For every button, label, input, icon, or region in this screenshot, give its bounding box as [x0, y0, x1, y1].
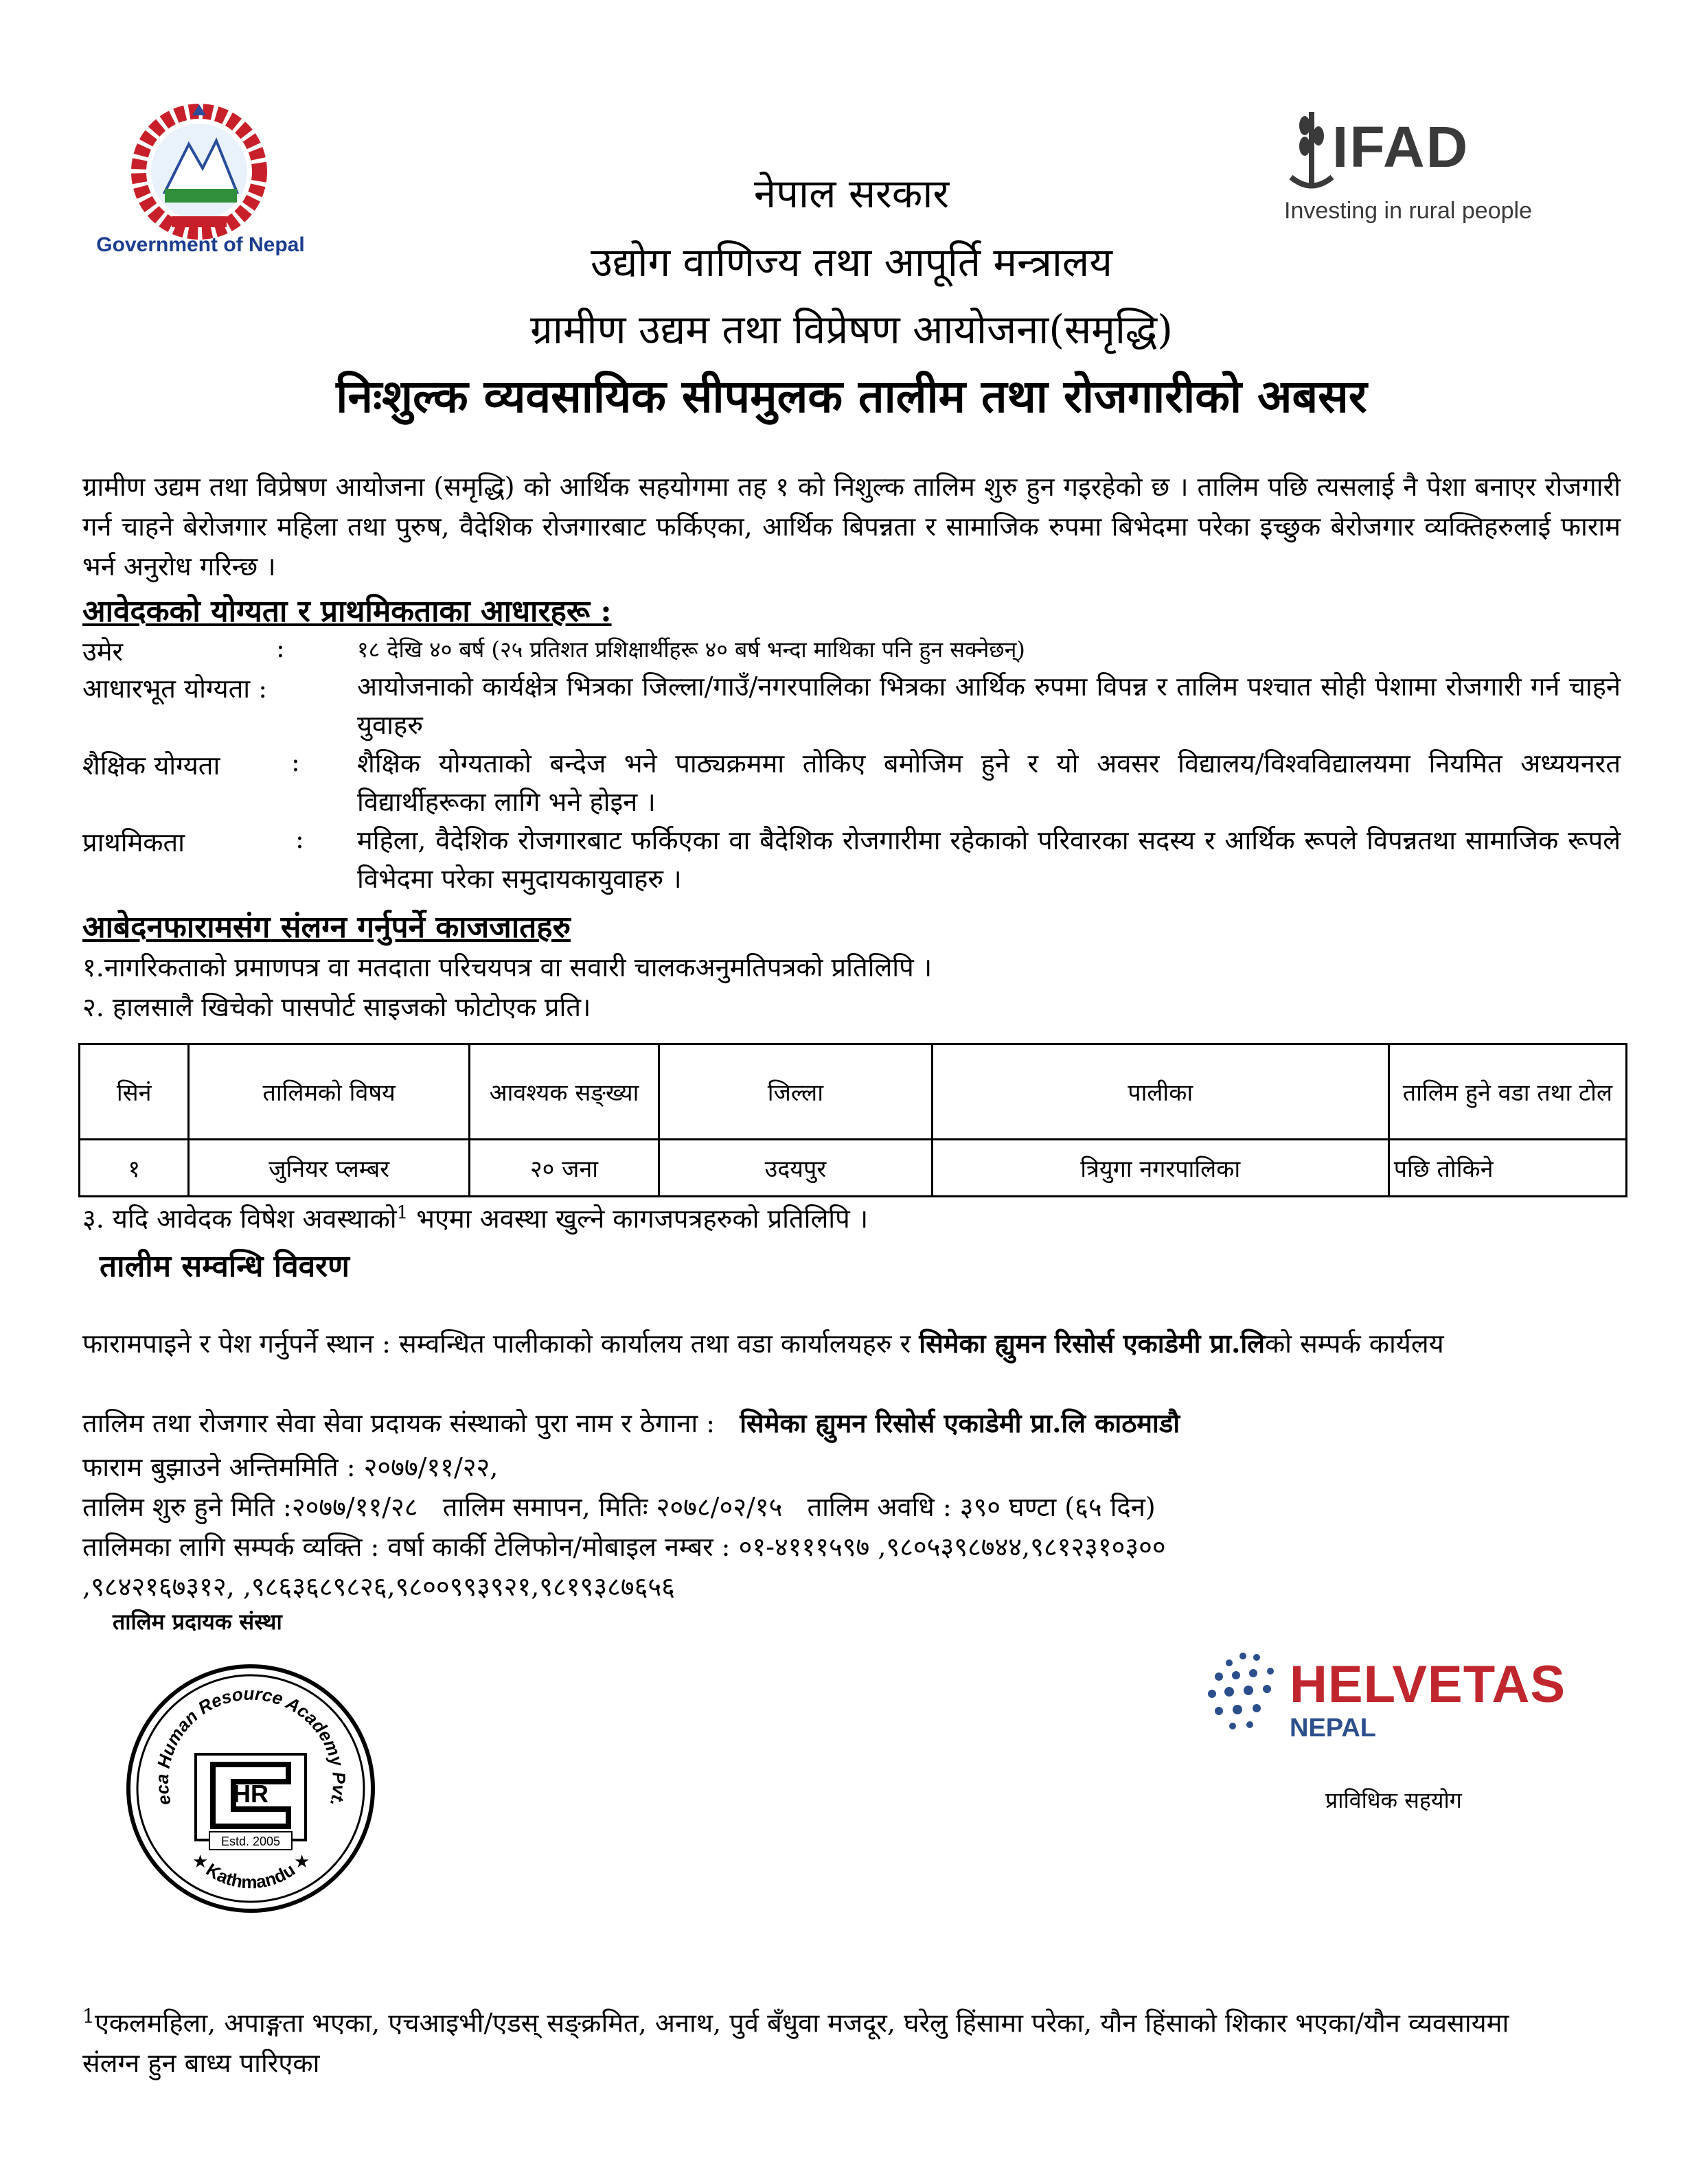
form-deadline: फाराम बुझाउने अन्तिममिति : २०७७/११/२२,	[82, 1452, 499, 1482]
contact-line-1: तालिमका लागि सम्पर्क व्यक्ति : वर्षा कार्की टेलिफोन/मोबाइल नम्बर : ०१-४१११५९७ ,९८०५३९८७४४,९८१२३१०३००	[82, 1532, 1166, 1562]
training-place	[82, 1324, 1621, 1364]
cemeca-city: Kathmandu	[202, 1859, 299, 1893]
training-place-suffix: को सम्पर्क कार्यलय	[1265, 1329, 1444, 1359]
footnote	[82, 1997, 1552, 2083]
table-cell: उदयपुर	[659, 1140, 933, 1197]
svg-text:★: ★	[294, 1852, 310, 1872]
eligibility-basic-label: आधारभूत योग्यता :	[82, 674, 268, 704]
documents-item-3-text: ३. यदि आवेदक विषेश अवस्थाको	[82, 1204, 397, 1234]
training-place-org: सिमेका ह्युमन रिसोर्स एकाडेमी प्रा.लि	[919, 1328, 1265, 1359]
documents-item-2: २. हालसालै खिचेको पासपोर्ट साइजको फोटोएक प्रति।	[82, 992, 591, 1022]
training-dates: तालिम शुरु हुने मिति :२०७७/११/२८ तालिम समापन, मितिः २०७८/०२/१५ तालिम अवधि : ३९० घण्टा (६५ दिन)	[82, 1492, 1156, 1522]
eligibility-priority-value: महिला, वैदेशिक रोजगारबाट फर्किएका वा बैदेशिक रोजगारीमा रहेकाको परिवारका सदस्य र आर्थिक रूपले विपन्नतथा सामाजिक रूपले विभेदमा परेका समुदायकायुवाहरु ।	[357, 825, 1621, 894]
cemeca-initials: HR	[233, 1780, 268, 1808]
ministry-title: उद्योग वाणिज्य तथा आपूर्ति मन्त्रालय	[591, 239, 1112, 286]
cemeca-seal-icon	[124, 1662, 378, 1916]
government-title: नेपाल सरकार	[753, 170, 950, 217]
table-cell: पछि तोकिने	[1388, 1140, 1626, 1197]
eligibility-priority-colon: :	[295, 824, 304, 854]
training-organization-name: सिमेका ह्युमन रिसोर्स एकाडेमी प्रा.लि काठमाडौ	[740, 1407, 1180, 1438]
table-header-row	[80, 1044, 1627, 1140]
documents-item-3-suffix: भएमा अवस्था खुल्ने कागजपत्रहरुको प्रतिलिपि ।	[416, 1204, 869, 1234]
helvetas-name: HELVETAS	[1290, 1655, 1566, 1714]
table-header-cell: तालिम हुने वडा तथा टोल	[1388, 1044, 1626, 1140]
training-table	[78, 1043, 1627, 1197]
cemeca-seal	[124, 1662, 378, 1916]
table-cell: १	[80, 1140, 189, 1197]
intro-paragraph: ग्रामीण उद्यम तथा विप्रेषण आयोजना (समृद्धि) को आर्थिक सहयोगमा तह १ को निशुल्क तालिम शुरु हुन गइरहेको छ । तालिम पछि त्यसलाई नै पेशा बनाएर रोजगारी गर्न चाहने बेरोजगार महिला तथा पुरुष, वैदेशिक रोजगारबाट फर्किएका, आर्थिक बिपन्नता र सामाजिक रुपमा बिभेदमा परेका इच्छुक बेरोजगार व्यक्तिहरुलाई फाराम भर्न अनुरोध गरिन्छ ।	[82, 472, 1621, 582]
table-header-cell: तालिमको विषय	[189, 1044, 469, 1140]
documents-item-1: १.नागरिकताको प्रमाणपत्र वा मतदाता परिचयपत्र वा सवारी चालकअनुमतिपत्रको प्रतिलिपि ।	[82, 952, 933, 982]
table-header-cell: सिनं	[80, 1044, 189, 1140]
footnote-number: 1	[82, 2005, 95, 2027]
training-organization	[82, 1403, 1621, 1443]
helvetas-logo	[1195, 1642, 1579, 1752]
training-heading: तालीम सम्वन्धि विवरण	[100, 1249, 350, 1284]
helvetas-country: NEPAL	[1290, 1714, 1376, 1743]
ifad-tagline: Investing in rural people	[1284, 198, 1533, 224]
training-place-text: फारामपाइने र पेश गर्नुपर्ने स्थान : सम्वन्धित पालीकाको कार्यालय तथा वडा कार्यालयहरु र	[82, 1329, 911, 1359]
eligibility-heading: आवेदकको योग्यता र प्राथमिकताका आधारहरू :	[82, 594, 612, 629]
technical-support-label: प्राविधिक सहयोग	[1325, 1787, 1462, 1813]
svg-text:Kathmandu	[203, 1859, 299, 1893]
table-header-cell: जिल्ला	[659, 1044, 933, 1140]
ifad-name: IFAD	[1332, 115, 1470, 179]
table-cell: त्रियुगा नगरपालिका	[932, 1140, 1388, 1197]
contact-line-2: ,९८४२१६७३१२, ,९८६३६८९८२६,९८००९९३९२१,९८१९३८७६५६	[82, 1572, 675, 1602]
eligibility-age-label: उमेर	[82, 636, 124, 667]
cemeca-established: Estd. 2005	[220, 1835, 281, 1848]
globe-icon	[1195, 1642, 1298, 1738]
documents-item-3	[82, 1200, 868, 1236]
training-organization-label: तालिम तथा रोजगार सेवा सेवा प्रदायक संस्थाको पुरा नाम र ठेगाना :	[82, 1408, 716, 1438]
project-title: ग्रामीण उद्यम तथा विप्रेषण आयोजना(समृद्धि)	[530, 306, 1173, 353]
eligibility-education-colon: :	[291, 747, 300, 777]
eligibility-age-colon: :	[276, 633, 285, 663]
table-header-cell: पालीका	[932, 1044, 1388, 1140]
svg-text:★: ★	[192, 1852, 209, 1872]
training-provider-label: तालिम प्रदायक संस्था	[113, 1609, 282, 1635]
notice-title: निःशुल्क व्यवसायिक सीपमुलक तालीम तथा रोजगारीको अबसर	[336, 369, 1367, 423]
footnote-text: एकलमहिला, अपाङ्गता भएका, एचआइभी/एडस् सङ्क्रमित, अनाथ, पुर्व बँधुवा मजदूर, घरेलु हिंसामा परेका, यौन हिंसाको शिकार भएका/यौन व्यवसायमा संलग्न हुन बाध्य पारिएका	[82, 2008, 1509, 2078]
eligibility-education-value: शैक्षिक योग्यताको बन्देज भने पाठ्यक्रममा तोकिए बमोजिम हुने र यो अवसर विद्यालय/विश्वविद्यालयमा नियमित अध्ययनरत विद्यार्थीहरूका लागि भने होइन ।	[357, 748, 1621, 817]
eligibility-education-label: शैक्षिक योग्यता	[82, 750, 220, 781]
table-header-cell: आवश्यक सङ्ख्या	[469, 1044, 659, 1140]
table-cell: जुनियर प्लम्बर	[189, 1140, 469, 1197]
eligibility-priority-label: प्राथमिकता	[82, 827, 185, 858]
table-cell: २० जना	[469, 1140, 659, 1197]
cemeca-ring-text: eca Human Resource Academy Pvt.	[151, 1683, 350, 1809]
eligibility-age-value: १८ देखि ४० बर्ष (२५ प्रतिशत प्रशिक्षार्थीहरू ४० बर्ष भन्दा माथिका पनि हुन सक्नेछन्)	[357, 636, 1025, 663]
footnote-marker: 1	[396, 1202, 409, 1223]
eligibility-basic-value: आयोजनाको कार्यक्षेत्र भित्रका जिल्ला/गाउँ/नगरपालिका भित्रका आर्थिक रुपमा विपन्न र तालिम पश्चात सोही पेशामा रोजगारी गर्न चाहने युवाहरु	[357, 671, 1621, 740]
documents-heading: आबेदनफारामसंग संलग्न गर्नुपर्ने काजजातहरु	[82, 910, 571, 945]
table-row	[80, 1140, 1627, 1197]
government-caption: Government of Nepal	[96, 233, 305, 256]
